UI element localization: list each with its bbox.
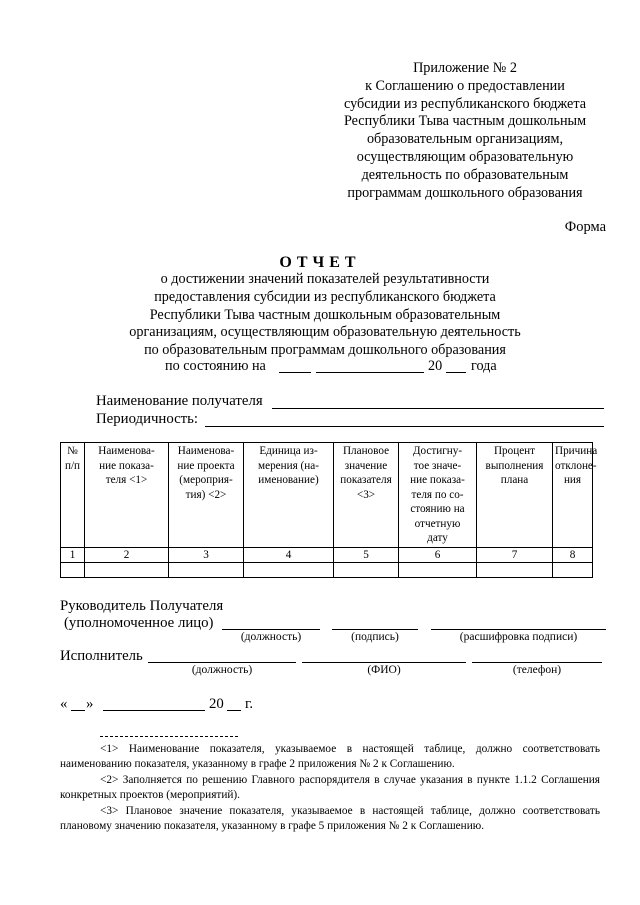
appendix-header bbox=[300, 60, 630, 202]
report-day-field[interactable] bbox=[279, 372, 311, 373]
executor-name-caption: (ФИО) bbox=[367, 664, 401, 676]
footnote-separator bbox=[100, 736, 238, 737]
head-label: Руководитель Получателя bbox=[60, 598, 224, 614]
subtitle-line: о достижении значений показателей результативности bbox=[160, 271, 490, 287]
executor-label: Исполнитель bbox=[60, 648, 143, 664]
head-name-caption: (расшифровка подписи) bbox=[459, 631, 578, 643]
header-cell-percent: Процент выполнения плана bbox=[477, 443, 553, 548]
recipient-label: Наименование получателя bbox=[96, 393, 263, 409]
appendix-line: осуществляющим образовательную bbox=[356, 148, 574, 165]
report-table bbox=[60, 442, 598, 578]
report-date-prefix: по состоянию на bbox=[165, 358, 266, 374]
column-number: 2 bbox=[85, 547, 169, 563]
footnote-1: <1> Наименование показателя, указываемое в настоящей таблице, должно соответствовать наименованию показателя, указанному в графе 2 приложения № 2 к Соглашению. bbox=[60, 743, 600, 771]
column-number: 8 bbox=[553, 547, 593, 563]
report-year-field[interactable] bbox=[446, 372, 466, 373]
subtitle-line: Республики Тыва частным дошкольным образовательным bbox=[149, 306, 501, 323]
date-open-quote: « bbox=[60, 696, 68, 712]
signing-year-prefix: 20 bbox=[209, 696, 224, 712]
executor-phone-caption: (телефон) bbox=[512, 664, 562, 676]
head-position-caption: (должность) bbox=[240, 631, 302, 643]
appendix-line: Республики Тыва частным дошкольным bbox=[343, 113, 587, 130]
authorized-label: (уполномоченное лицо) bbox=[64, 615, 214, 631]
signing-day-field[interactable] bbox=[71, 710, 85, 711]
appendix-line: деятельность по образовательным bbox=[361, 166, 569, 183]
subtitle-line: по образовательным программам дошкольного образования bbox=[144, 342, 506, 359]
table-cell[interactable] bbox=[399, 563, 477, 578]
head-name-field[interactable] bbox=[431, 629, 606, 630]
signing-year-field[interactable] bbox=[227, 710, 241, 711]
table-header-row bbox=[61, 443, 593, 548]
head-position-field[interactable] bbox=[222, 629, 320, 630]
footnotes bbox=[60, 742, 600, 834]
column-number: 6 bbox=[399, 547, 477, 563]
column-number: 3 bbox=[169, 547, 244, 563]
report-title: ОТЧЕТ bbox=[279, 254, 361, 271]
report-subtitle bbox=[60, 271, 590, 360]
head-signature-caption: (подпись) bbox=[351, 631, 399, 643]
form-label: Форма bbox=[564, 219, 606, 235]
subtitle-line: предоставления субсидии из республиканского бюджета bbox=[154, 288, 496, 305]
date-close-quote: » bbox=[86, 696, 94, 712]
header-cell-number: № п/п bbox=[61, 443, 85, 548]
table-cell[interactable] bbox=[169, 563, 244, 578]
appendix-line: Приложение № 2 bbox=[413, 60, 517, 76]
appendix-line: субсидии из республиканского бюджета bbox=[343, 95, 587, 112]
table-number-row bbox=[61, 547, 593, 563]
header-cell-indicator: Наименова- ние показа- теля <1> bbox=[85, 443, 169, 548]
table-cell[interactable] bbox=[553, 563, 593, 578]
header-cell-unit: Единица из- мерения (на- именование) bbox=[244, 443, 334, 548]
executor-name-field[interactable] bbox=[302, 662, 466, 663]
header-cell-reason: Причина отклоне- ния bbox=[553, 443, 593, 548]
signing-year-suffix: г. bbox=[245, 696, 254, 712]
report-month-field[interactable] bbox=[316, 372, 424, 373]
executor-position-caption: (должность) bbox=[191, 664, 253, 676]
appendix-line: к Соглашению о предоставлении bbox=[365, 77, 565, 94]
column-number: 4 bbox=[244, 547, 334, 563]
column-number: 1 bbox=[61, 547, 85, 563]
column-number: 5 bbox=[334, 547, 399, 563]
table-row bbox=[61, 563, 593, 578]
executor-phone-field[interactable] bbox=[472, 662, 602, 663]
report-date-suffix: года bbox=[471, 358, 497, 374]
header-cell-planned: Плановое значение показателя <3> bbox=[334, 443, 399, 548]
periodicity-label: Периодичность: bbox=[96, 411, 199, 427]
footnote-3: <3> Плановое значение показателя, указываемое в настоящей таблице, должно соответствовать плановому значению показателя, указанному в графе 5 приложения № 2 к Соглашению. bbox=[60, 804, 600, 833]
periodicity-field[interactable] bbox=[205, 426, 604, 427]
table-cell[interactable] bbox=[334, 563, 399, 578]
table-cell[interactable] bbox=[244, 563, 334, 578]
table-cell[interactable] bbox=[477, 563, 553, 578]
signing-month-field[interactable] bbox=[103, 710, 205, 711]
table-cell[interactable] bbox=[85, 563, 169, 578]
head-signature-field[interactable] bbox=[332, 629, 418, 630]
subtitle-line: организациям, осуществляющим образовательную деятельность bbox=[129, 324, 521, 341]
column-number: 7 bbox=[477, 547, 553, 563]
recipient-field[interactable] bbox=[272, 408, 604, 409]
header-cell-achieved: Достигну- тое значе- ние показа- теля по со- стоянию на отчетную дату bbox=[399, 443, 477, 548]
appendix-line: программам дошкольного образования bbox=[347, 184, 583, 201]
appendix-line: образовательным организациям, bbox=[366, 131, 564, 148]
executor-position-field[interactable] bbox=[148, 662, 296, 663]
footnote-2: <2> Заполняется по решению Главного распорядителя в случае указания в пункте 1.1.2 Соглашения конкретных проектов (мероприятий). bbox=[60, 773, 600, 802]
header-cell-project: Наименова- ние проекта (мероприя- тия) <2> bbox=[169, 443, 244, 548]
table-cell[interactable] bbox=[61, 563, 85, 578]
report-year-prefix: 20 bbox=[428, 358, 443, 374]
